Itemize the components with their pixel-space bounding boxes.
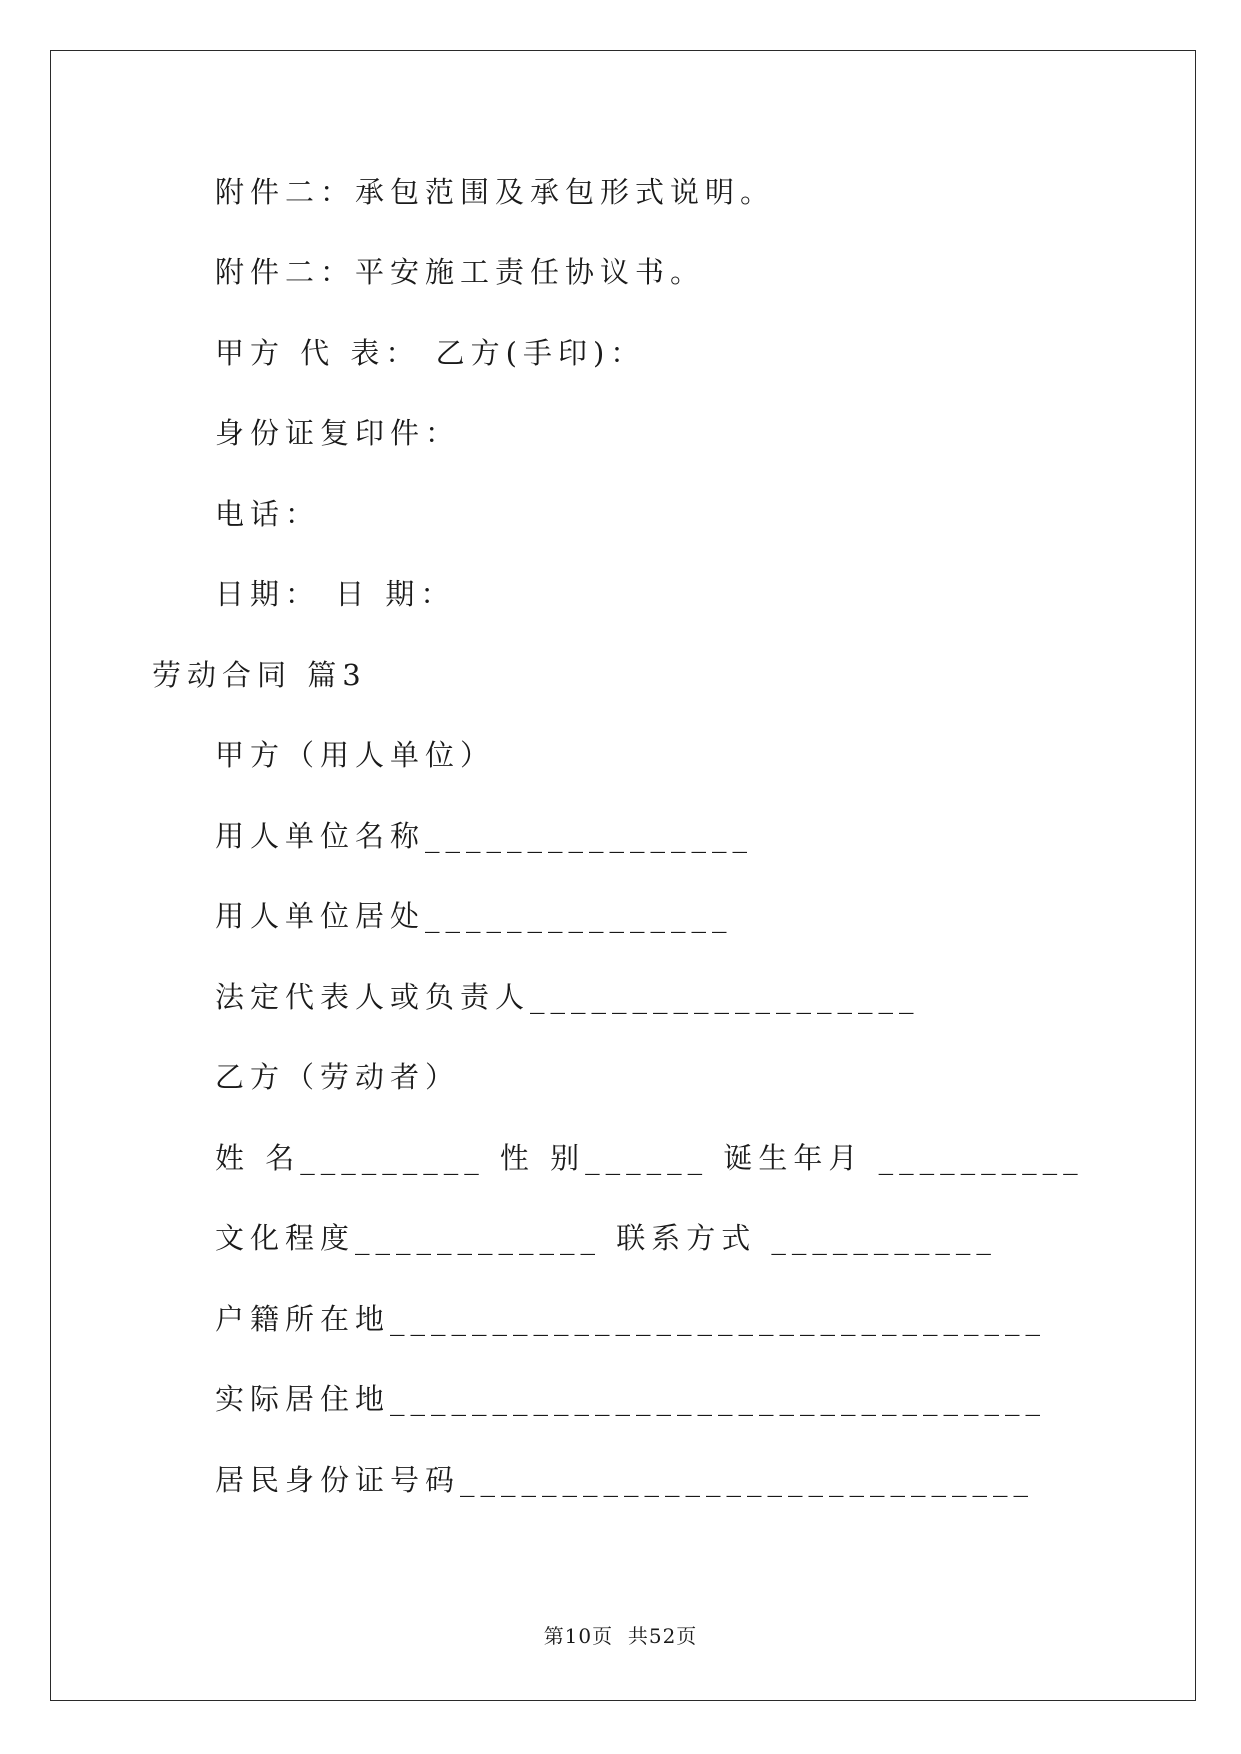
actual-residence-field: 实际居住地________________________________ [215, 1382, 1047, 1416]
employer-name-field: 用人单位名称________________ [215, 819, 754, 853]
date-line: 日期： 日 期： [215, 577, 456, 611]
party-b-heading: 乙方（劳动者） [215, 1060, 461, 1094]
page-number-footer: 第10页 共52页 [543, 1624, 698, 1648]
id-number-field: 居民身份证号码____________________________ [215, 1463, 1035, 1497]
page-border [50, 50, 1196, 1701]
legal-representative-field: 法定代表人或负责人___________________ [215, 980, 920, 1014]
phone-line: 电话： [215, 497, 321, 531]
attachment-safety-line: 附件二：平安施工责任协议书。 [215, 255, 706, 289]
employer-address-field: 用人单位居处_______________ [215, 899, 733, 933]
attachment-scope-line: 附件二：承包范围及承包形式说明。 [215, 175, 776, 209]
name-gender-birth-field: 姓 名_________ 性 别______ 诞生年月 __________ [215, 1141, 1084, 1175]
section-heading: 劳动合同 篇3 [152, 658, 367, 692]
household-registration-field: 户籍所在地________________________________ [215, 1302, 1047, 1336]
party-a-heading: 甲方（用人单位） [215, 738, 496, 772]
education-contact-field: 文化程度____________ 联系方式 ___________ [215, 1221, 997, 1255]
signature-party-line: 甲方 代 表： 乙方(手印)： [215, 336, 646, 370]
id-copy-line: 身份证复印件： [215, 416, 461, 450]
